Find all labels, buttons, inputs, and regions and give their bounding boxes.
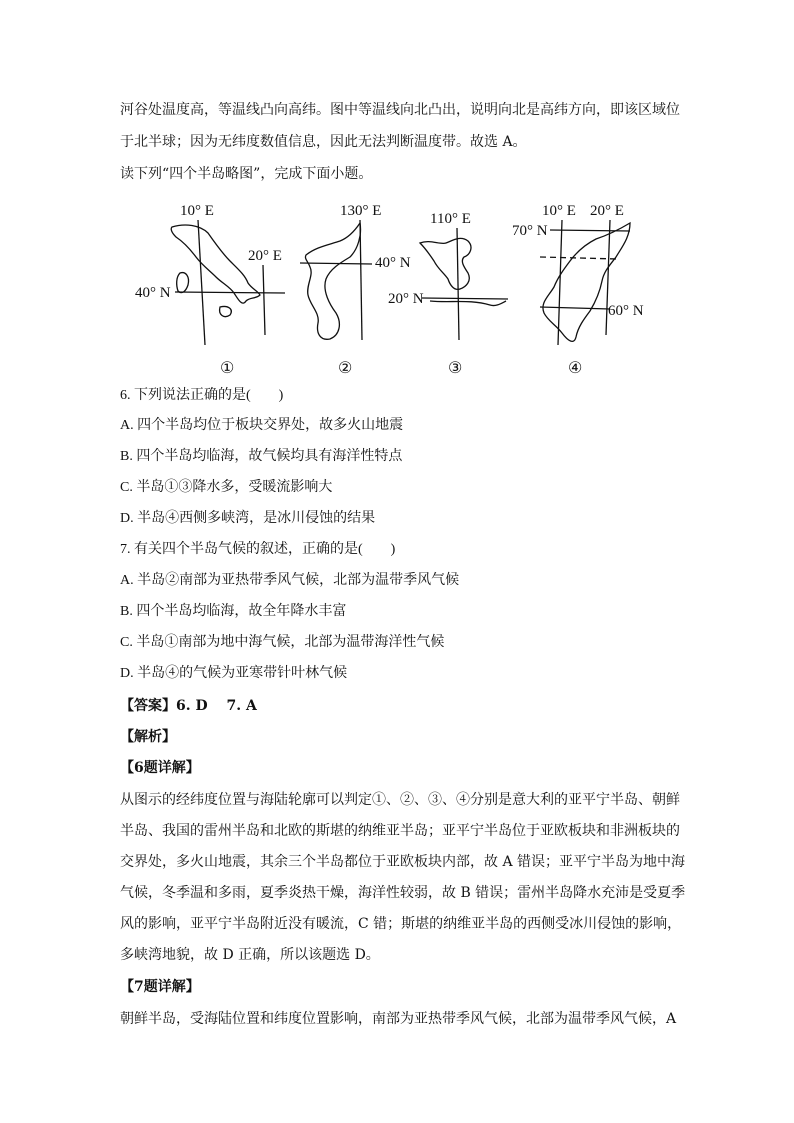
detail6-line-4: 气候，冬季温和多雨，夏季炎热干燥，海洋性较弱，故 B 错误；雷州半岛降水充沛是受夏季 [120,885,686,901]
map2-caption: ② [338,360,353,377]
map4-arctic-circle [540,257,618,259]
four-peninsulas-figure [130,195,670,380]
detail6-line-1: 从图示的经纬度位置与海陆轮廓可以判定①、②、③、④分别是意大利的亚平宁半岛、朝鲜 [120,792,680,808]
map1-lon-10e: 10° E [180,203,214,219]
map2-korea-outline [305,223,360,339]
map4-parallel-60n [540,307,610,309]
q6-stem: 6. 下列说法正确的是( ) [120,388,284,403]
map-3-leizhou [388,211,508,377]
map1-caption: ① [220,360,235,377]
map1-lon-20e: 20° E [248,248,282,264]
intro-line-3: 读下列“四个半岛略图”，完成下面小题。 [120,166,373,182]
map2-lat-40n: 40° N [375,255,411,271]
detail6-line-6: 多峡湾地貌，故 D 正确，所以该题选 D。 [120,947,380,963]
map4-scandinavia-outline [543,223,630,341]
q6-option-c: C. 半岛①③降水多，受暖流影响大 [120,480,333,495]
q6-option-b: B. 四个半岛均临海，故气候均具有海洋性特点 [120,449,403,464]
q7-option-c: C. 半岛①南部为地中海气候，北部为温带海洋性气候 [120,635,445,650]
intro-line-2: 于北半球；因为无纬度数值信息，因此无法判断温度带。故选 A。 [120,134,527,150]
q6-option-a: A. 四个半岛均位于板块交界处，故多火山地震 [120,418,404,433]
q7-stem: 7. 有关四个半岛气候的叙述，正确的是( ) [120,542,396,557]
map3-lon-110e: 110° E [430,211,471,227]
map2-meridian-130e [360,220,362,340]
detail6-line-2: 半岛、我国的雷州半岛和北欧的斯堪的纳维亚半岛；亚平宁半岛位于亚欧板块和非洲板块的 [120,823,680,839]
map1-meridian-20e [263,265,265,335]
map2-lon-130e: 130° E [340,203,382,219]
map3-parallel-20n [422,298,508,299]
detail6-line-5: 风的影响，亚平宁半岛附近没有暖流，C 错；斯堪的纳维亚半岛的西侧受冰川侵蚀的影响， [120,916,682,932]
map1-sicily [220,306,232,316]
map1-parallel-40n [175,292,285,293]
detail6-line-3: 交界处，多火山地震，其余三个半岛都位于亚欧板块内部，故 A 错误；亚平宁半岛为地中海 [120,854,686,870]
q7-option-b: B. 四个半岛均临海，故全年降水丰富 [120,604,347,619]
map3-lat-20n: 20° N [388,291,424,307]
map4-lon-10e: 10° E [542,203,576,219]
map1-meridian-10e [198,220,205,345]
map3-meridian-110e [457,228,459,340]
q7-option-a: A. 半岛②南部为亚热带季风气候，北部为温带季风气候 [120,573,460,588]
map1-lat-40n: 40° N [135,285,171,301]
map4-lat-70n: 70° N [512,223,548,239]
map-4-scandinavia [512,203,644,377]
map3-caption: ③ [448,360,463,377]
map4-lon-20e: 20° E [590,203,624,219]
map3-leizhou-outline [420,238,471,289]
map1-sardinia [177,273,189,293]
detail6-heading: 【6题详解】 [120,760,200,776]
map4-lat-60n: 60° N [608,303,644,319]
detail7-heading: 【7题详解】 [120,979,200,995]
map4-meridian-10e [558,220,562,345]
map3-hainan-coast [430,301,506,306]
q6-option-d: D. 半岛④西侧多峡湾，是冰川侵蚀的结果 [120,511,376,526]
map4-caption: ④ [568,360,583,377]
map-1-apennine [135,203,285,377]
detail7-line-1: 朝鲜半岛，受海陆位置和纬度位置影响，南部为亚热带季风气候，北部为温带季风气候，A [120,1011,677,1027]
q7-option-d: D. 半岛④的气候为亚寒带针叶林气候 [120,666,348,681]
map-2-korea [300,203,411,377]
answer-line: 【答案】6. D 7. A [120,698,257,714]
analysis-heading: 【解析】 [120,729,176,745]
intro-line-1: 河谷处温度高，等温线凸向高纬。图中等温线向北凸出，说明向北是高纬方向，即该区域位 [120,102,680,118]
